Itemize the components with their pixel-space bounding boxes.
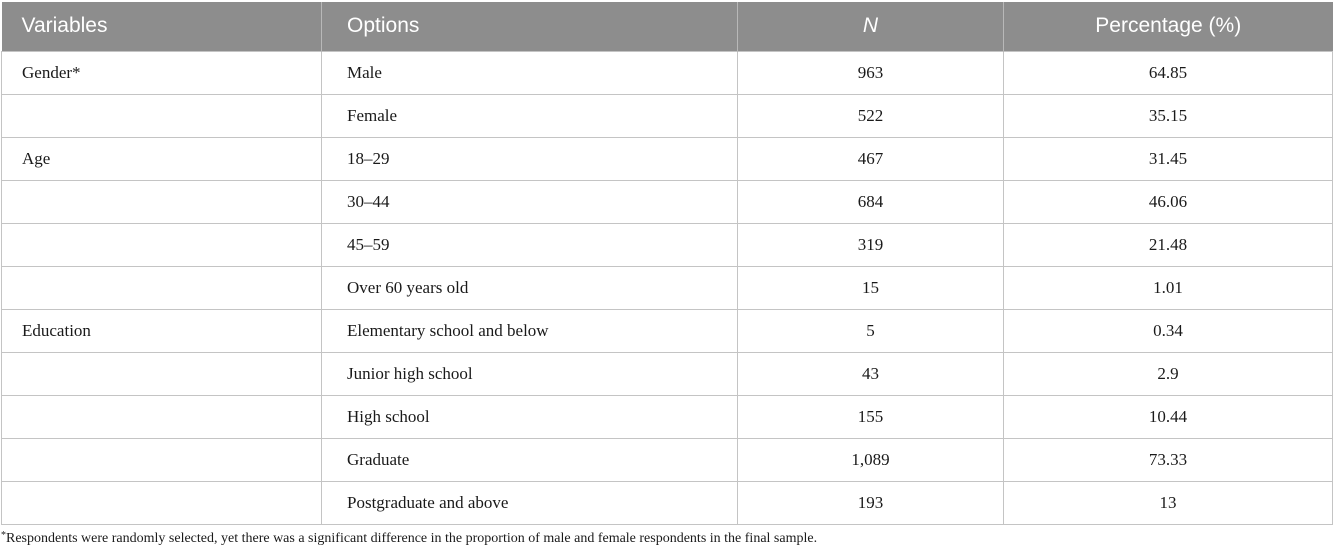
cell-percentage: 0.34 (1004, 309, 1333, 352)
cell-percentage: 35.15 (1004, 94, 1333, 137)
cell-percentage: 31.45 (1004, 137, 1333, 180)
header-row (2, 2, 1333, 51)
cell-percentage: 21.48 (1004, 223, 1333, 266)
cell-n: 5 (738, 309, 1004, 352)
header-options: Options (322, 2, 738, 51)
cell-n: 467 (738, 137, 1004, 180)
footnote (1, 531, 817, 547)
cell-option: Junior high school (322, 352, 738, 395)
cell-option: Male (322, 51, 738, 94)
table-body (2, 51, 1333, 524)
cell-option: Elementary school and below (322, 309, 738, 352)
cell-option: 18–29 (322, 137, 738, 180)
table-row (2, 137, 1333, 180)
table-row (2, 352, 1333, 395)
footnote-marker: * (1, 530, 6, 541)
header-percentage: Percentage (%) (1004, 2, 1333, 51)
cell-n: 43 (738, 352, 1004, 395)
cell-percentage: 2.9 (1004, 352, 1333, 395)
table-row (2, 223, 1333, 266)
cell-option: Graduate (322, 438, 738, 481)
table-row (2, 481, 1333, 524)
cell-option: Female (322, 94, 738, 137)
table-row (2, 94, 1333, 137)
cell-variable (2, 266, 322, 309)
table-row (2, 180, 1333, 223)
table-row (2, 438, 1333, 481)
cell-option: 45–59 (322, 223, 738, 266)
cell-percentage: 1.01 (1004, 266, 1333, 309)
cell-variable (2, 481, 322, 524)
header-n: N (738, 2, 1004, 51)
header-variables: Variables (21, 14, 108, 38)
cell-n: 319 (738, 223, 1004, 266)
table-row (2, 266, 1333, 309)
cell-n: 1,089 (738, 438, 1004, 481)
demographics-table (1, 2, 1333, 525)
cell-n: 963 (738, 51, 1004, 94)
cell-variable (2, 395, 322, 438)
cell-n: 684 (738, 180, 1004, 223)
cell-n: 155 (738, 395, 1004, 438)
cell-option: 30–44 (322, 180, 738, 223)
footnote-text: Respondents were randomly selected, yet there was a significant difference in the proportion of male and female respondents in the final sample. (6, 531, 818, 546)
cell-variable: Age (2, 137, 322, 180)
cell-percentage: 10.44 (1004, 395, 1333, 438)
cell-variable (2, 94, 322, 137)
cell-option: Postgraduate and above (322, 481, 738, 524)
table-row (2, 309, 1333, 352)
cell-variable (2, 352, 322, 395)
cell-variable (2, 223, 322, 266)
cell-variable (2, 180, 322, 223)
cell-percentage: 13 (1004, 481, 1333, 524)
cell-variable (2, 438, 322, 481)
cell-n: 15 (738, 266, 1004, 309)
table-header (2, 2, 1333, 51)
table-row (2, 51, 1333, 94)
cell-variable: Education (2, 309, 322, 352)
cell-percentage: 46.06 (1004, 180, 1333, 223)
cell-option: High school (322, 395, 738, 438)
cell-percentage: 73.33 (1004, 438, 1333, 481)
cell-option: Over 60 years old (322, 266, 738, 309)
cell-n: 522 (738, 94, 1004, 137)
cell-n: 193 (738, 481, 1004, 524)
cell-percentage: 64.85 (1004, 51, 1333, 94)
cell-variable: Gender* (2, 51, 322, 94)
table-row (2, 395, 1333, 438)
